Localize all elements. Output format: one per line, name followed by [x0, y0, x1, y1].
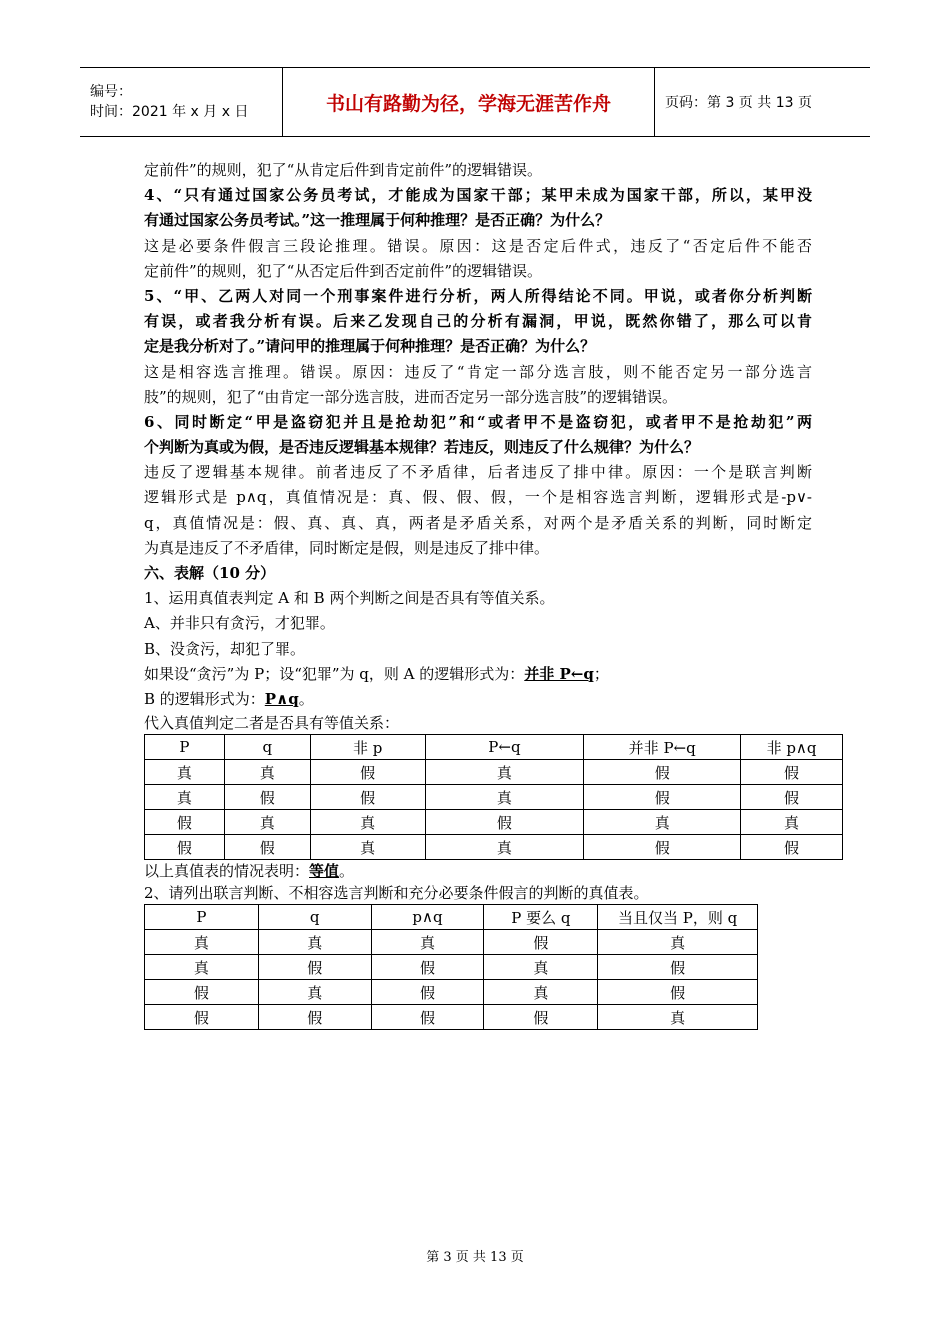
table-1-conclusion: [144, 860, 812, 882]
table-cell: 真: [310, 810, 425, 835]
table-cell: 假: [484, 1005, 598, 1030]
answer-5-line-1: 这是相容选言推理。错误。原因：违反了“肯定一部分选言肢，则不能否定另一部分选言: [144, 362, 812, 381]
column-header: P: [145, 905, 259, 930]
text-line: 定前件”的规则，犯了“从肯定后件到肯定前件”的逻辑错误。: [144, 161, 543, 179]
table-cell: 假: [371, 980, 484, 1005]
table-row: [145, 980, 758, 1005]
formula-b: P∧q: [264, 689, 299, 708]
table-cell: 假: [145, 835, 225, 860]
column-header: 非 p∧q: [741, 735, 843, 760]
formula-b-suffix: 。: [298, 689, 314, 708]
table-row: [145, 955, 758, 980]
truth-table-1: [144, 734, 843, 860]
question-6-line-2: 个判断为真或为假，是否违反逻辑基本规律？若违反，则违反了什么规律？为什么？: [144, 438, 700, 457]
table-cell: 真: [224, 760, 310, 785]
formula-a-line: [144, 662, 812, 687]
column-header: 当且仅当 P，则 q: [598, 905, 758, 930]
table-cell: 假: [598, 980, 758, 1005]
table-cell: 假: [310, 785, 425, 810]
table-cell: 真: [258, 930, 371, 955]
header-motto: 书山有路勤为径，学海无涯苦作舟: [283, 68, 655, 136]
question-4-line-1: 4、“只有通过国家公务员考试，才能成为国家干部；某甲未成为国家干部，所以，某甲没: [144, 186, 812, 205]
question-5-line-1: 5、“甲、乙两人对同一个刑事案件进行分析，两人所得结论不同。甲说，或者你分析判断: [144, 286, 812, 305]
answer-6-line-3: q，真值情况是：假、真、真、真，两者是矛盾关系，对两个是矛盾关系的判断，同时断定: [144, 513, 812, 532]
table-cell: 假: [598, 955, 758, 980]
answer-6-line-2: 逻辑形式是 p∧q，真值情况是：真、假、假、假，一个是相容选言判断，逻辑形式是-p∨-: [144, 488, 812, 507]
table-cell: 真: [310, 835, 425, 860]
answer-6-line-4: 为真是违反了不矛盾律，同时断定是假，则是违反了排中律。: [144, 538, 550, 557]
formula-b-line: [144, 687, 812, 712]
formula-b-prefix: B 的逻辑形式为：: [144, 689, 265, 708]
time-label: 时间：2021 年 x 月 x 日: [90, 104, 249, 120]
exercise-1-prompt: 1、运用真值表判定 A 和 B 两个判断之间是否具有等值关系。: [144, 589, 555, 608]
table-cell: 假: [224, 835, 310, 860]
table-cell: 假: [224, 785, 310, 810]
section-heading: 六、表解（10 分）: [144, 564, 276, 582]
table-cell: 假: [371, 1005, 484, 1030]
formula-a-suffix: ；: [593, 664, 609, 683]
table-cell: 假: [741, 760, 843, 785]
column-header: P: [145, 735, 225, 760]
table-cell: 真: [425, 760, 584, 785]
column-header: p∧q: [371, 905, 484, 930]
document-body: [144, 158, 817, 1030]
table-cell: 真: [425, 835, 584, 860]
table-cell: 真: [145, 785, 225, 810]
table-cell: 假: [371, 955, 484, 980]
formula-a-prefix: 如果设“贪污”为 P；设“犯罪”为 q，则 A 的逻辑形式为：: [144, 664, 525, 683]
table-cell: 真: [425, 785, 584, 810]
table-header-row: [145, 735, 843, 760]
table-row: [145, 930, 758, 955]
header-meta: [80, 68, 283, 136]
page-header: [80, 67, 870, 137]
answer-4-line-1: 这是必要条件假言三段论推理。错误。原因：这是否定后件式，违反了“否定后件不能否: [144, 236, 812, 255]
table-cell: 假: [741, 785, 843, 810]
page-footer: 第 3 页 共 13 页: [426, 1250, 524, 1265]
table-row: [145, 810, 843, 835]
table-cell: 假: [145, 810, 225, 835]
table-cell: 真: [258, 980, 371, 1005]
conclusion-answer: 等值: [309, 862, 340, 881]
table-cell: 假: [310, 760, 425, 785]
conclusion-prefix: 以上真值表的情况表明：: [144, 862, 310, 881]
table-cell: 真: [145, 930, 259, 955]
header-page-info: 页码：第 3 页 共 13 页: [665, 95, 812, 111]
statement-a: A、并非只有贪污，才犯罪。: [144, 614, 335, 633]
column-header: P←q: [425, 735, 584, 760]
table-cell: 真: [371, 930, 484, 955]
statement-b: B、没贪污，却犯了罪。: [144, 639, 306, 658]
table-row: [145, 1005, 758, 1030]
question-5-line-2: 有误，或者我分析有误。后来乙发现自己的分析有漏洞，甲说，既然你错了，那么可以肯: [144, 312, 812, 331]
table-row: [145, 835, 843, 860]
answer-5-line-2: 肢”的规则，犯了“由肯定一部分选言肢，进而否定另一部分选言肢”的逻辑错误。: [144, 387, 678, 406]
table-cell: 假: [145, 1005, 259, 1030]
table-cell: 真: [584, 810, 741, 835]
column-header: q: [258, 905, 371, 930]
column-header: q: [224, 735, 310, 760]
table-cell: 真: [598, 930, 758, 955]
table-header-row: [145, 905, 758, 930]
table-row: [145, 785, 843, 810]
table-cell: 假: [258, 955, 371, 980]
question-4-line-2: 有通过国家公务员考试。”这一推理属于何种推理？是否正确？为什么？: [144, 211, 611, 230]
formula-a: 并非 P←q: [524, 664, 594, 683]
table-cell: 假: [584, 785, 741, 810]
column-header: 非 p: [310, 735, 425, 760]
question-6-line-1: 6、同时断定“甲是盗窃犯并且是抢劫犯”和“或者甲不是盗窃犯，或者甲不是抢劫犯”两: [144, 412, 812, 431]
number-label: 编号：: [90, 84, 132, 100]
table-cell: 假: [425, 810, 584, 835]
truth-table-2: [144, 904, 758, 1030]
answer-6-line-1: 违反了逻辑基本规律。前者违反了不矛盾律，后者违反了排中律。原因：一个是联言判断: [144, 463, 812, 482]
table-row: [145, 760, 843, 785]
exercise-2-prompt: 2、请列出联言判断、不相容选言判断和充分必要条件假言的判断的真值表。: [144, 884, 649, 903]
column-header: 并非 P←q: [584, 735, 741, 760]
table-cell: 真: [145, 955, 259, 980]
table-cell: 真: [598, 1005, 758, 1030]
conclusion-suffix: 。: [339, 862, 355, 881]
table-cell: 真: [224, 810, 310, 835]
table-cell: 假: [484, 930, 598, 955]
table-cell: 真: [145, 760, 225, 785]
column-header: P 要么 q: [484, 905, 598, 930]
table-cell: 假: [258, 1005, 371, 1030]
table-cell: 真: [741, 810, 843, 835]
table-cell: 假: [584, 760, 741, 785]
table-1-caption: 代入真值判定二者是否具有等值关系：: [144, 714, 400, 733]
table-cell: 真: [484, 955, 598, 980]
table-cell: 假: [741, 835, 843, 860]
table-cell: 假: [145, 980, 259, 1005]
table-cell: 假: [584, 835, 741, 860]
table-cell: 真: [484, 980, 598, 1005]
question-5-line-3: 定是我分析对了。”请问甲的推理属于何种推理？是否正确？为什么？: [144, 337, 596, 356]
answer-4-line-2: 定前件”的规则，犯了“从否定后件到否定前件”的逻辑错误。: [144, 261, 543, 280]
